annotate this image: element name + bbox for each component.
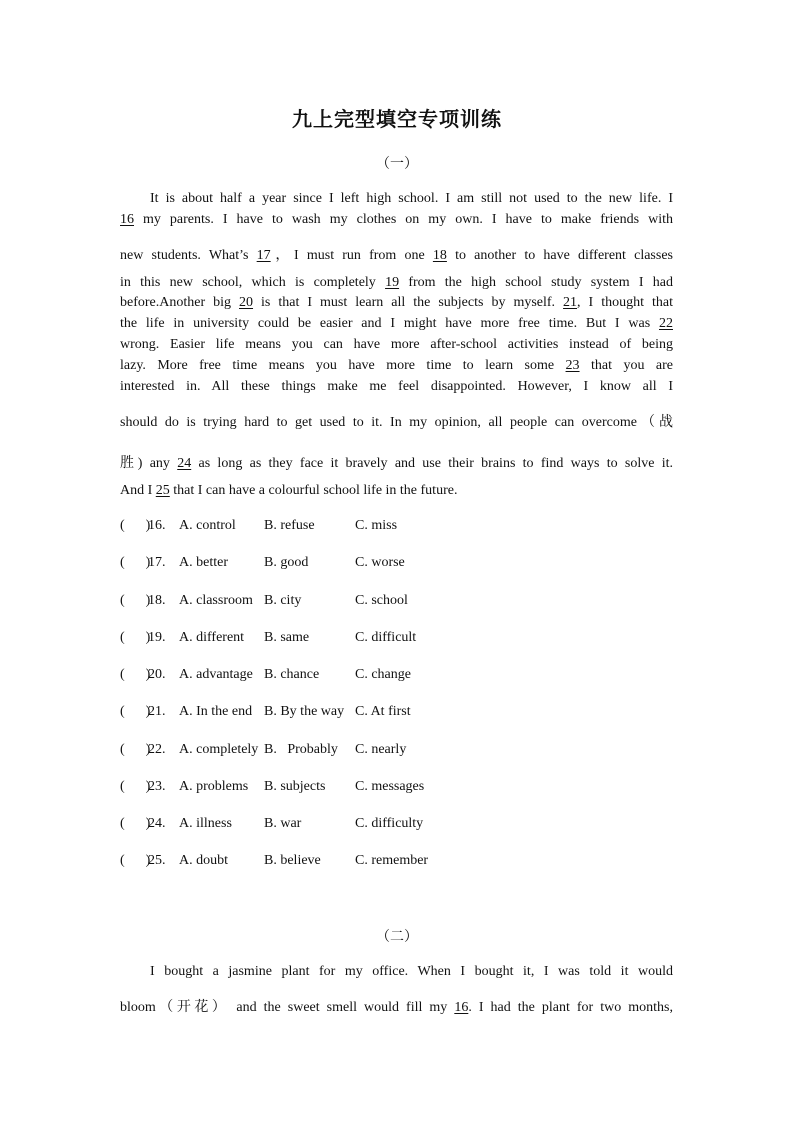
option-c: C. remember xyxy=(355,853,429,868)
passage-text: my parents. I have to wash my clothes on my own. I have to make friends with xyxy=(134,212,673,227)
option-c: C. school xyxy=(355,593,408,608)
option-c: C. difficult xyxy=(355,630,417,645)
option-a: A. illness xyxy=(179,816,232,831)
passage-text: is that I must learn all the subjects by myself. xyxy=(253,295,564,310)
question-row xyxy=(120,555,520,575)
answer-bracket[interactable]: ( ) xyxy=(120,742,151,757)
option-a: A. better xyxy=(179,555,228,570)
option-b: B. city xyxy=(264,593,302,608)
blank-number: 24 xyxy=(177,456,192,471)
blank-number: 16 xyxy=(454,1000,469,1015)
passage-text: lazy. More free time means you have more time to learn some xyxy=(120,358,566,373)
passage-line xyxy=(120,358,673,374)
answer-bracket[interactable]: ( ) xyxy=(120,667,151,682)
passage-text: It is about half a year since I left high school. I am still not used to the new life. I xyxy=(150,191,673,206)
passage-line xyxy=(120,275,673,291)
option-a: A. control xyxy=(179,518,236,533)
answer-bracket[interactable]: ( ) xyxy=(120,704,151,719)
passage-text: I bought a jasmine plant for my office. When I bought it, I was told it would xyxy=(150,964,673,979)
question-row xyxy=(120,742,520,762)
answer-bracket[interactable]: ( ) xyxy=(120,816,151,831)
passage-text: wrong. Easier life means you can have more after-school activities instead of being xyxy=(120,337,673,352)
passage-text: should do is trying hard to get used to it. In my opinion, all people can overcome（战 xyxy=(120,415,673,430)
option-b: B. believe xyxy=(264,853,321,868)
option-c: C. change xyxy=(355,667,411,682)
question-row xyxy=(120,779,520,799)
option-b: B. By the way xyxy=(264,704,345,719)
answer-bracket[interactable]: ( ) xyxy=(120,593,151,608)
option-a: A. classroom xyxy=(179,593,253,608)
question-row xyxy=(120,630,520,650)
question-row xyxy=(120,667,520,687)
passage-text: as long as they face it bravely and use their brains to find ways to solve it. xyxy=(191,456,673,471)
passage-line xyxy=(120,244,673,264)
section-2-heading: （二） xyxy=(376,929,418,945)
passage-text: . I had the plant for two months, xyxy=(468,1000,673,1015)
option-b: B. good xyxy=(264,555,309,570)
passage-text: ，I must run from one xyxy=(270,248,433,263)
option-a: A. problems xyxy=(179,779,249,794)
option-b: B. refuse xyxy=(264,518,315,533)
blank-number: 21 xyxy=(563,295,578,310)
option-b: B. war xyxy=(264,816,302,831)
passage-text: And I xyxy=(120,483,156,498)
blank-number: 22 xyxy=(659,316,673,331)
answer-bracket[interactable]: ( ) xyxy=(120,555,151,570)
passage-text: that I can have a colourful school life in the future. xyxy=(169,483,458,498)
option-a: A. advantage xyxy=(179,667,253,682)
option-c: C. nearly xyxy=(355,742,407,757)
option-c: C. messages xyxy=(355,779,425,794)
option-a: A. completely xyxy=(179,742,259,757)
passage-text: to another to have different classes xyxy=(446,248,673,263)
passage-line xyxy=(120,316,673,332)
question-number: 16. xyxy=(148,518,166,533)
section-1-heading: （一） xyxy=(376,156,418,172)
question-row xyxy=(120,816,520,836)
option-c: C. miss xyxy=(355,518,398,533)
answer-bracket[interactable]: ( ) xyxy=(120,518,151,533)
passage-text: from the high school study system I had xyxy=(399,275,673,290)
question-number: 22. xyxy=(148,742,166,757)
option-c: C. difficulty xyxy=(355,816,424,831)
passage-text: interested in. All these things make me feel disappointed. However, I know all I xyxy=(120,379,673,394)
passage-line xyxy=(120,996,673,1016)
question-number: 19. xyxy=(148,630,166,645)
question-number: 21. xyxy=(148,704,166,719)
passage-line xyxy=(120,191,673,207)
passage-text: 胜) any xyxy=(120,456,178,471)
passage-line xyxy=(120,212,673,228)
question-number: 24. xyxy=(148,816,166,831)
passage-text: in this new school, which is completely xyxy=(120,275,386,290)
passage-line xyxy=(120,483,673,499)
option-c: C. worse xyxy=(355,555,405,570)
question-number: 18. xyxy=(148,593,166,608)
blank-number: 17 xyxy=(256,248,271,263)
blank-number: 19 xyxy=(385,275,400,290)
question-row xyxy=(120,704,520,724)
blank-number: 18 xyxy=(432,248,447,263)
passage-line xyxy=(120,379,673,395)
passage-text: before.Another big xyxy=(120,295,240,310)
option-c: C. At first xyxy=(355,704,411,719)
option-b: B. chance xyxy=(264,667,320,682)
passage-text: bloom（开花） and the sweet smell would fill my xyxy=(120,1000,455,1015)
option-b: B. subjects xyxy=(264,779,326,794)
question-number: 25. xyxy=(148,853,166,868)
blank-number: 20 xyxy=(239,295,254,310)
question-number: 23. xyxy=(148,779,166,794)
answer-bracket[interactable]: ( ) xyxy=(120,779,151,794)
question-row xyxy=(120,853,520,873)
passage-line xyxy=(120,964,673,980)
blank-number: 23 xyxy=(565,358,580,373)
page-title: 九上完型填空专项训练 xyxy=(292,107,502,131)
answer-bracket[interactable]: ( ) xyxy=(120,630,151,645)
question-number: 20. xyxy=(148,667,166,682)
passage-text: the life in university could be easier and I might have more free time. But I was xyxy=(120,316,659,331)
option-b: B. Probably xyxy=(264,742,338,757)
option-b: B. same xyxy=(264,630,310,645)
option-a: A. In the end xyxy=(179,704,253,719)
passage-line xyxy=(120,337,673,353)
option-a: A. different xyxy=(179,630,245,645)
blank-number: 16 xyxy=(120,212,134,227)
passage-line xyxy=(120,411,673,431)
blank-number: 25 xyxy=(155,483,170,498)
passage-line xyxy=(120,295,673,311)
question-row xyxy=(120,518,520,538)
passage-text: , I thought that xyxy=(577,295,673,310)
question-row xyxy=(120,593,520,613)
question-number: 17. xyxy=(148,555,166,570)
option-a: A. doubt xyxy=(179,853,228,868)
passage-line xyxy=(120,452,673,472)
passage-text: new students. What’s xyxy=(120,248,257,263)
answer-bracket[interactable]: ( ) xyxy=(120,853,151,868)
passage-text: that you are xyxy=(579,358,673,373)
